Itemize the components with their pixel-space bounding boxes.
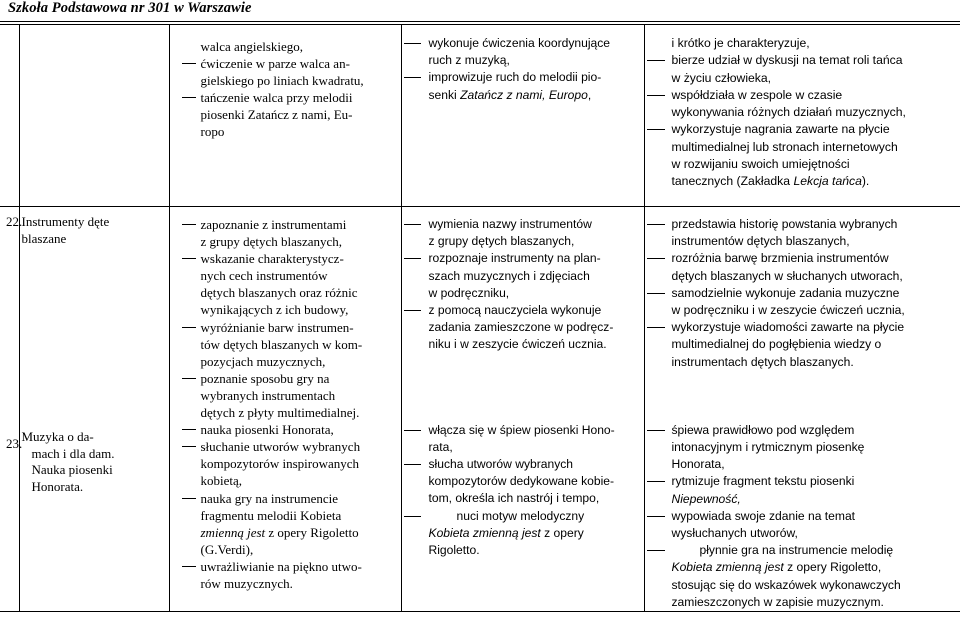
header-divider (0, 21, 960, 22)
list-item: ropo (200, 124, 225, 140)
list-item: (G.Verdi), (200, 541, 254, 557)
list-item: wykonuje ćwiczenia koordynujące (428, 36, 611, 50)
list-item: włącza się w śpiew piosenki Hono- (428, 422, 615, 437)
list-item: dętych blaszanych w słuchanych utworach, (671, 268, 903, 283)
list-item: przedstawia historię powstania wybranych (671, 217, 898, 231)
topic-line: Muzyka o da- (21, 429, 94, 444)
list-item: fragmentu melodii Kobieta (200, 507, 342, 523)
list-item: Honorata, (671, 457, 725, 472)
topic-line: mach i dla dam. (31, 445, 115, 461)
list-item: kompozytorów dedykowane kobie- (428, 474, 615, 489)
lesson-content-cell (169, 25, 401, 207)
list-item: rytmizuje fragment tekstu piosenki (671, 474, 855, 489)
list-item: wykorzystuje nagrania zawarte na płycie (671, 122, 890, 137)
list-item: dętych z płyty multimedialnej. (200, 405, 360, 421)
list-item: wyróżnianie barw instrumen- (200, 319, 354, 335)
extended-requirements-cell (644, 207, 960, 612)
list-item: poznanie sposobu gry na (200, 370, 330, 386)
basic-requirements-cell (401, 207, 644, 612)
list-item: kompozytorów inspirowanych (200, 456, 360, 472)
list-item: samodzielnie wykonuje zadania muzyczne (671, 285, 900, 300)
list-item: dętych blaszanych oraz różnic (200, 285, 358, 301)
list-item: instrumentów dętych blaszanych, (671, 234, 850, 249)
list-item: rów muzycznych. (200, 575, 293, 591)
list-item: z grupy dętych blaszanych, (200, 234, 343, 250)
list-item: nauka piosenki Honorata, (200, 422, 334, 438)
list-item: multimedialnej do pogłębienia wiedzy o (671, 337, 882, 352)
topic-cell (19, 207, 169, 612)
list-item: wybranych instrumentach (200, 387, 336, 403)
list-item: uwrażliwianie na piękno utwo- (200, 558, 362, 574)
list-item: nych cech instrumentów (200, 268, 328, 284)
list-item: słucha utworów wybranych (428, 457, 574, 472)
list-item: w życiu człowieka, (671, 70, 772, 85)
list-item: tanecznych (Zakładka Lekcja tańca). (671, 174, 870, 189)
lesson-number: 22. (6, 214, 23, 229)
list-item: wynikających z ich budowy, (200, 302, 349, 318)
list-item: wymienia nazwy instrumentów (428, 217, 592, 231)
list-item: zadania zamieszczone w podręcz- (428, 320, 614, 335)
list-item: tańczenie walca przy melodii (200, 90, 353, 106)
extended-requirements-cell (644, 25, 960, 207)
topic-line: blaszane (21, 230, 67, 246)
page-header: Szkoła Podstawowa nr 301 w Warszawie (8, 0, 252, 16)
list-item: piosenki Zatańcz z nami, Eu- (200, 107, 353, 123)
list-item: kobietą, (200, 473, 243, 489)
lesson-number: 23. (6, 436, 23, 451)
list-item: pozycjach muzycznych, (200, 353, 326, 369)
lesson-content-cell (169, 207, 401, 612)
list-item: i krótko je charakteryzuje, (671, 36, 810, 50)
list-item: instrumentach dętych blaszanych. (671, 354, 854, 369)
list-item: Kobieta zmienną jest z opery Rigoletto, (671, 560, 882, 575)
list-item: rozróżnia barwę brzmienia instrumentów (671, 251, 889, 266)
list-item: zapoznanie z instrumentami (200, 217, 347, 232)
list-item: niku i w zeszycie ćwiczeń ucznia. (428, 337, 607, 352)
topic-line: Nauka piosenki (31, 462, 113, 477)
list-item: w rozwijaniu swoich umiejętności (671, 157, 850, 172)
list-item: rata, (428, 439, 453, 454)
list-item: ruch z muzyką, (428, 53, 510, 68)
list-item: improwizuje ruch do melodii pio- (428, 70, 602, 85)
list-item: szach muzycznych i zdjęciach (428, 268, 590, 283)
list-item: zamieszczonych w zapisie muzycznym. (671, 594, 884, 609)
number-cell (0, 207, 23, 612)
list-item: multimedialnej lub stronach internetowych (671, 139, 898, 154)
list-item: słuchanie utworów wybranych (200, 439, 361, 455)
basic-requirements-cell (401, 25, 644, 207)
list-item: senki Zatańcz z nami, Europo, (428, 87, 592, 102)
list-item: ćwiczenie w parze walca an- (200, 56, 350, 72)
list-item: nauka gry na instrumencie (200, 490, 339, 506)
table-row (0, 25, 960, 207)
topic-line: Instrumenty dęte (21, 214, 110, 229)
list-item: płynnie gra na instrumencie melodię (699, 543, 894, 558)
list-item: gielskiego po liniach kwadratu, (200, 73, 364, 89)
list-item: nuci motyw melodyczny (456, 508, 585, 523)
list-item: Kobieta zmienną jest z opery (428, 525, 584, 540)
list-item: bierze udział w dyskusji na temat roli tańca (671, 53, 903, 68)
list-item: z grupy dętych blaszanych, (428, 234, 575, 249)
list-item: Rigoletto. (428, 543, 480, 558)
list-item: z pomocą nauczyciela wykonuje (428, 303, 602, 318)
list-item: zmienną jest z opery Rigoletto (200, 524, 359, 540)
list-item: w podręczniku i w zeszycie ćwiczeń ucznia, (671, 303, 905, 318)
list-item: rozpoznaje instrumenty na plan- (428, 251, 601, 266)
list-item: śpiewa prawidłowo pod względem (671, 422, 855, 437)
curriculum-table (0, 24, 960, 612)
list-item: w podręczniku, (428, 285, 510, 300)
list-item: stosując się do wskazówek wykonawczych (671, 577, 901, 592)
number-cell (0, 25, 19, 207)
list-item: tom, określa ich nastrój i tempo, (428, 491, 600, 506)
list-item: wysłuchanych utworów, (671, 526, 798, 541)
list-item: tów dętych blaszanych w kom- (200, 336, 363, 352)
table-row (0, 207, 960, 612)
list-item: wypowiada swoje zdanie na temat (671, 508, 856, 523)
topic-cell (19, 25, 169, 207)
list-item: walca angielskiego, (200, 39, 304, 54)
list-item: wykonywania różnych działań muzycznych, (671, 105, 906, 120)
list-item: wykorzystuje wiadomości zawarte na płycie (671, 320, 905, 335)
list-item: współdziała w zespole w czasie (671, 87, 843, 102)
list-item: Niepewność, (671, 491, 741, 506)
list-item: wskazanie charakterystycz- (200, 251, 344, 267)
list-item: intonacyjnym i rytmicznym piosenkę (671, 440, 865, 455)
topic-line: Honorata. (31, 478, 84, 494)
